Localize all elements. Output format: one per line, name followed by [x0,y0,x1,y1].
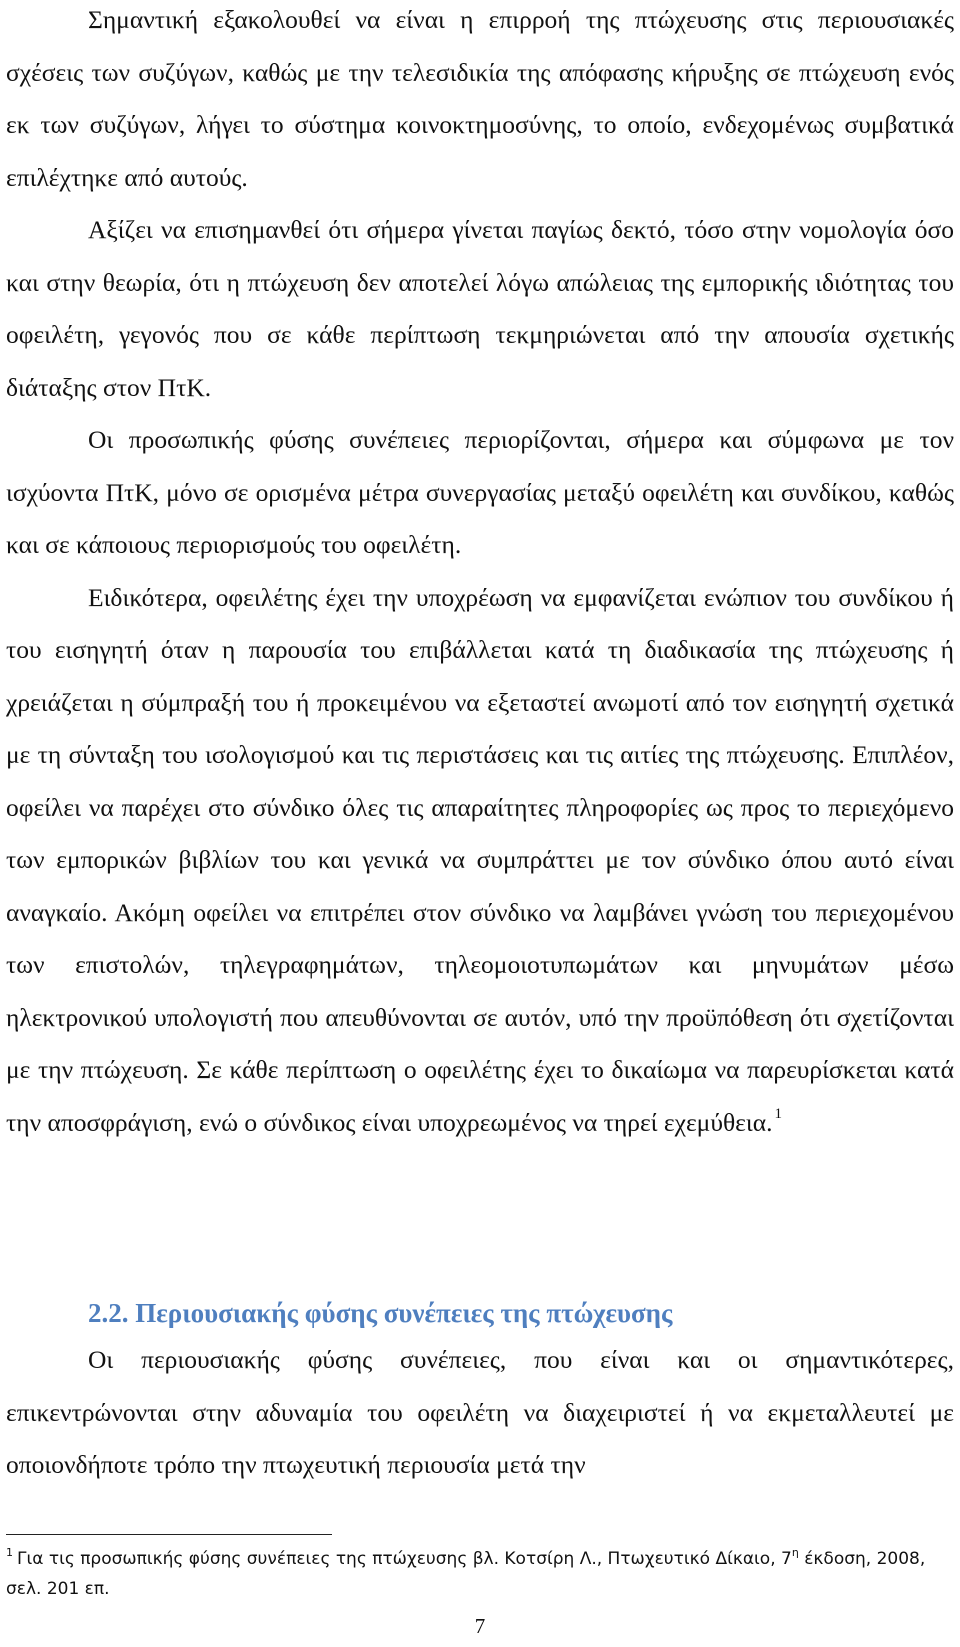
footnote-text-after: έκδοση, 2008, σελ. 201 επ. [6,1549,926,1599]
paragraph-commercial-status: Αξίζει να επισημανθεί ότι σήμερα γίνεται παγίως δεκτό, τόσο στην νομολογία όσο και στην θεωρία, ότι η πτώχευση δεν αποτελεί λόγω απώλειας της εμπορικής ιδιότητας του οφειλέτη, γεγονός που σε κάθε περίπτωση τεκμηριώνεται από την απουσία σχετικής διάταξης στον ΠτΚ. [6,215,954,402]
footnote-separator [6,1534,332,1535]
footnote-edition-superscript: η [791,1546,799,1559]
paragraph-personal-consequences: Οι προσωπικής φύσης συνέπειες περιορίζονται, σήμερα και σύμφωνα με τον ισχύοντα ΠτΚ, μόνο σε ορισμένα μέτρα συνεργασίας μεταξύ οφειλέτη και συνδίκου, καθώς και σε κάποιους περιορισμούς του οφειλέτη. [6,425,954,559]
paragraph-debtor-obligations [6,572,954,1150]
footnote-number: 1 [6,1546,13,1559]
footnote-text-before: Για τις προσωπικής φύσης συνέπειες της πτώχευσης βλ. Κοτσίρη Λ., Πτωχευτικό Δίκαιο, 7 [17,1549,792,1569]
footnote-reference[interactable]: 1 [774,1105,782,1122]
paragraph-spouses: Σημαντική εξακολουθεί να είναι η επιρροή της πτώχευσης στις περιουσιακές σχέσεις των συζύγων, καθώς με την τελεσιδικία της απόφασης κήρυξης σε πτώχευση ενός εκ των συζύγων, λήγει το σύστημα κοινοκτημοσύνης, το οποίο, ενδεχομένως συμβατικά επιλέχτηκε από αυτούς. [6,5,954,192]
footnote [6,1544,954,1604]
page-number: 7 [474,1614,486,1638]
section-body-text [6,1334,954,1492]
body-text [6,0,954,1149]
section-heading: 2.2. Περιουσιακής φύσης συνέπειες της πτώχευσης [88,1298,673,1328]
paragraph-property-consequences: Οι περιουσιακής φύσης συνέπειες, που είναι και οι σημαντικότερες, επικεντρώνονται στην αδυναμία του οφειλέτη να διαχειριστεί ή να εκμεταλλευτεί με οποιονδήποτε τρόπο την πτωχευτική περιουσία μετά την [6,1345,954,1479]
paragraph-debtor-obligations-text: Ειδικότερα, οφειλέτης έχει την υποχρέωση να εμφανίζεται ενώπιον του συνδίκου ή του εισηγητή όταν η παρουσία του επιβάλλεται κατά τη διαδικασία της πτώχευσης ή χρειάζεται η σύμπραξή του ή προκειμένου να εξεταστεί ανωμοτί από τον εισηγητή σχετικά με τη σύνταξη του ισολογισμού και τις περιστάσεις και τις αιτίες της πτώχευσης. Επιπλέον, οφείλει να παρέχει στο σύνδικο όλες τις απαραίτητες πληροφορίες ως προς το περιεχόμενο των εμπορικών βιβλίων του και γενικά να συμπράττει με τον σύνδικο όπου αυτό είναι αναγκαίο. Ακόμη οφείλει να επιτρέπει στον σύνδικο να λαμβάνει γνώση του περιεχομένου των επιστολών, τηλεγραφημάτων, τηλεομοιοτυπωμάτων και μηνυμάτων μέσω ηλεκτρονικού υπολογιστή που απευθύνονται σε αυτόν, υπό την προϋπόθεση ότι σχετίζονται με την πτώχευση. Σε κάθε περίπτωση ο οφειλέτης έχει το δικαίωμα να παρευρίσκεται κατά την αποσφράγιση, ενώ ο σύνδικος είναι υποχρεωμένος να τηρεί εχεμύθεια. [6,582,954,1137]
